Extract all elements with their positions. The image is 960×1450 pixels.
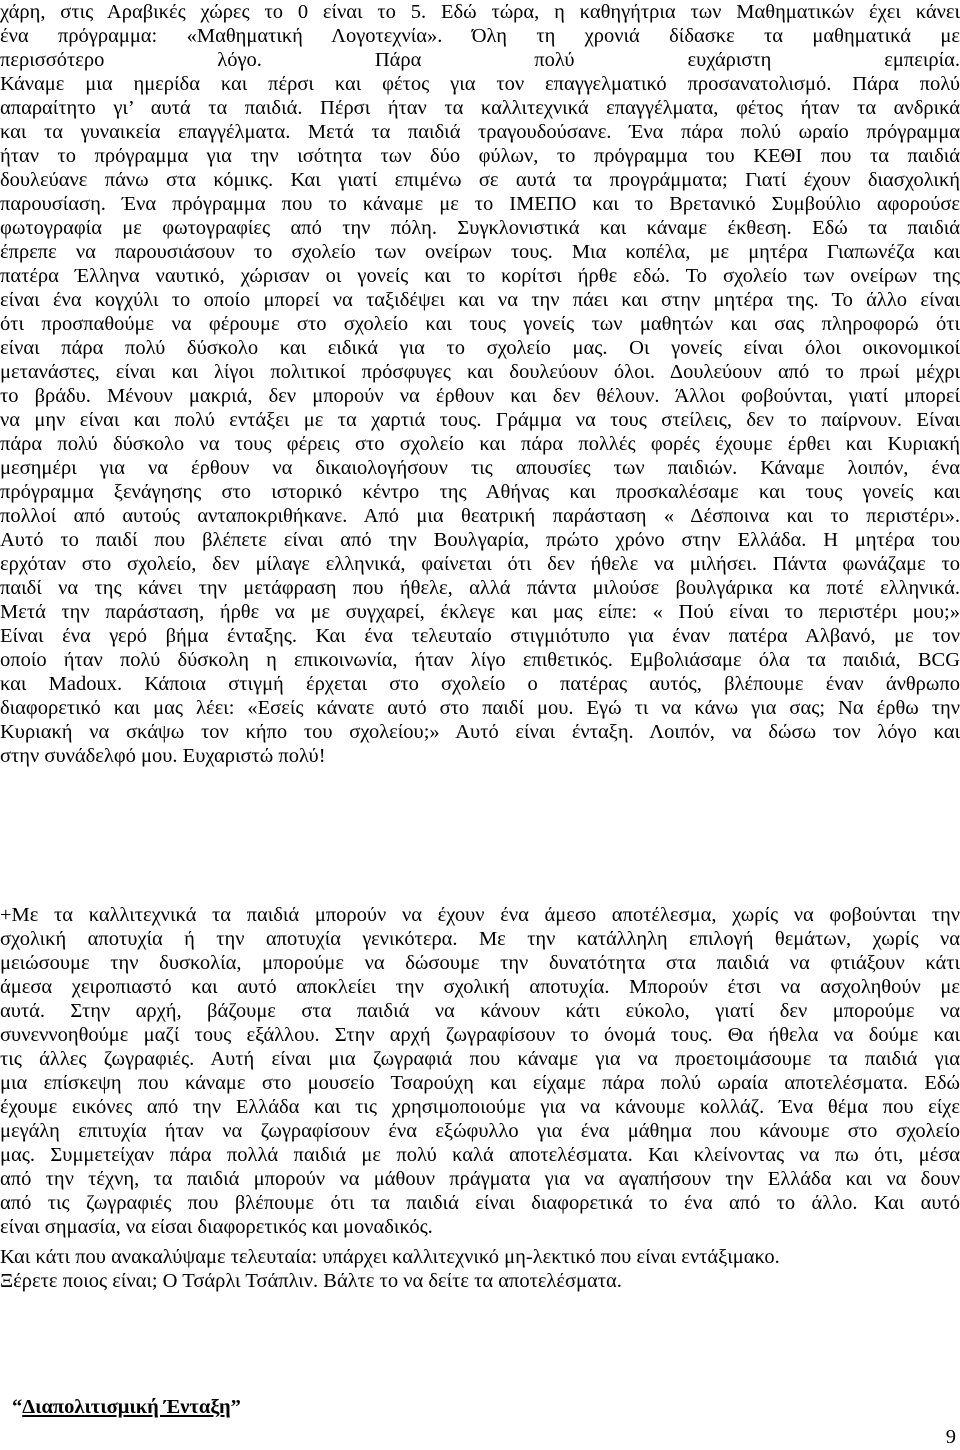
- heading-close-quote: ”: [230, 1396, 241, 1418]
- heading-open-quote: “: [12, 1396, 23, 1418]
- text-line: είναι πάρα πολύ δύσκολο και ειδικά για το σχολείο μας. Οι γονείς είναι όλοι οικονομικοί: [0, 337, 960, 359]
- text-line: πατέρα Έλληνα ναυτικό, χώρισαν οι γονείς και το κορίτσι ήρθε εδώ. Το σχολείο των ονείρων της: [0, 265, 960, 287]
- text-line: πάρα πολύ δύσκολο να τους φέρεις στο σχολείο και πάρα πολλές φορές έχουμε έρθει και Κυριακή: [0, 433, 960, 455]
- text-line: ερχόταν στο σχολείο, δεν μίλαγε ελληνικά, φαίνεται ότι δεν ήθελε να μιλήσει. Πάντα φωνάζαμε το: [0, 553, 960, 575]
- text-line: έπρεπε να παρουσιάσουν το σχολείο των ονείρων τους. Μια κοπέλα, με μητέρα Γιαπωνέζα και: [0, 241, 960, 263]
- text-line: παιδί να της κάνει την μετάφραση που ήθελε, αλλά πάντα μιλούσε βουλγάρικα κα ποτέ ελληνικά.: [0, 577, 960, 599]
- text-line: τις άλλες ζωγραφιές. Αυτή είναι μια ζωγραφιά που κάναμε για να προετοιμάσουμε τα παιδιά για: [0, 1048, 960, 1070]
- text-line: πολλοί από αυτούς ανταποκριθήκανε. Από μια θεατρική παράσταση « Δέσποινα και το περιστέρι».: [0, 505, 960, 527]
- text-line: χάρη, στις Αραβικές χώρες το 0 είναι το 5. Εδώ τώρα, η καθηγήτρια των Μαθηματικών έχει κάνει: [0, 1, 960, 23]
- text-line: από την τέχνη, τα παιδιά μπορούν να μάθουν πράγματα για να αγαπήσουν την Ελλάδα και να δουν: [0, 1168, 960, 1190]
- page-number: 9: [945, 1426, 956, 1448]
- text-line: οποίο ήταν πολύ δύσκολη η επικοινωνία, ήταν λίγο επιθετικός. Εμβολιάσαμε όλα τα παιδιά, BCG: [0, 649, 960, 671]
- text-line: από τις ζωγραφιές που βλέπουμε ότι τα παιδιά είναι διαφορετικά το ένα από το άλλο. Και αυτό: [0, 1192, 960, 1214]
- text-line: ότι προσπαθούμε να φέρουμε στο σχολείο και τους γονείς των μαθητών και σας πληροφορώ ότι: [0, 313, 960, 335]
- text-line: να μην είναι και πολύ εντάξει με τα χαρτιά τους. Γράμμα να τους στείλεις, δεν το παίρνουν. Είναι: [0, 409, 960, 431]
- text-line: παρουσίαση. Ένα πρόγραμμα που το κάναμε με το ΙΜΕΠΟ και το Βρετανικό Συμβούλιο αφορούσε: [0, 193, 960, 215]
- heading-text: Διαπολιτισμική Ένταξη: [22, 1396, 231, 1418]
- text-line: είναι ένα κογχύλι το οποίο μπορεί να ταξιδέψει και να την πάει και στην μητέρα της. Το άλλο είναι: [0, 289, 960, 311]
- text-line: φωτογραφία με φωτογραφίες από την πόλη. Συγκλονιστικά και κάναμε έκθεση. Εδώ τα παιδιά: [0, 217, 960, 239]
- text-line: ένα πρόγραμμα: «Μαθηματική Λογοτεχνία». Όλη τη χρονιά δίδασκε τα μαθηματικά με: [0, 25, 960, 47]
- text-line: Αυτό το παιδί που βλέπετε είναι από την Βουλγαρία, πρώτο χρόνο στην Ελλάδα. Η μητέρα του: [0, 529, 960, 551]
- text-line: Είναι ένα γερό βήμα ένταξης. Και ένα τελευταίο στιγμιότυπο για έναν πατέρα Αλβανό, με τον: [0, 625, 960, 647]
- text-line: άμεσα χειροπιαστό και αυτό αποκλείει την σχολική αποτυχία. Μπορούν έτσι να ασχοληθούν με: [0, 976, 960, 998]
- text-line: και Madoux. Κάποια στιγμή έρχεται στο σχολείο ο πατέρας αυτός, βλέπουμε έναν άνθρωπο: [0, 673, 960, 695]
- text-line: μια επίσκεψη που κάναμε στο μουσείο Τσαρούχη και είχαμε πάρα πολύ ωραία αποτελέσματα. Εδώ: [0, 1072, 960, 1094]
- text-line: πρόγραμμα ξενάγησης στο ιστορικό κέντρο της Αθήνας και προσκαλέσαμε και τους γονείς και: [0, 481, 960, 503]
- text-line: ήταν το πρόγραμμα για την ισότητα των δύο φύλων, το πρόγραμμα του ΚΕΘΙ που τα παιδιά: [0, 145, 960, 167]
- text-line: μεσημέρι για να έρθουν να δικαιολογήσουν τις απουσίες των παιδιών. Κάναμε λοιπόν, ένα: [0, 457, 960, 479]
- text-line: Και κάτι που ανακαλύψαμε τελευταία: υπάρχει καλλιτεχνικό μη-λεκτικό που είναι εντάξιμακο.: [0, 1246, 780, 1268]
- section-heading: [12, 1395, 241, 1419]
- text-line: απαραίτητο γι’ αυτά τα παιδιά. Πέρσι ήταν τα καλλιτεχνικά επαγγέλματα, φέτος ήταν τα ανδρικά: [0, 97, 960, 119]
- text-line: αυτά. Στην αρχή, βάζουμε στα παιδιά να κάνουν κάτι εύκολο, γιατί δεν μπορούμε να: [0, 1000, 960, 1022]
- text-line: Κάναμε μια ημερίδα και πέρσι και φέτος για τον επαγγελματικό προσανατολισμό. Πάρα πολύ: [0, 73, 960, 95]
- text-line: έχουμε εικόνες από την Ελλάδα και τις χρησιμοποιούμε για να κάνουμε κολλάζ. Ένα θέμα που είχε: [0, 1096, 960, 1118]
- text-line: Κυριακή να σκάψω τον κήπο του σχολείου;» Αυτό είναι ένταξη. Λοιπόν, να δώσω τον λόγο και: [0, 721, 960, 743]
- text-line: μετανάστες, είναι και λίγοι πολιτικοί πρόσφυγες και δουλεύουν όλοι. Δουλεύουν από το πρωί μέχρι: [0, 361, 960, 383]
- text-line: Ξέρετε ποιος είναι; Ο Τσάρλι Τσάπλιν. Βάλτε το να δείτε τα αποτελέσματα.: [0, 1270, 622, 1292]
- text-line: δουλεύανε πάνω στα κόμικς. Και γιατί επιμένω σε αυτά τα προγράμματα; Γιατί έχουν διασχολική: [0, 169, 960, 191]
- text-line: είναι σημασία, να είσαι διαφορετικός και μοναδικός.: [0, 1216, 433, 1238]
- text-line: και τα γυναικεία επαγγέλματα. Μετά τα παιδιά τραγουδούσανε. Ένα πάρα πολύ ωραίο πρόγραμμα: [0, 121, 960, 143]
- text-line: διαφορετικό και μας λέει: «Εσείς κάνατε αυτό στο παιδί μου. Εγώ τι να κάνω για σας; Να έρθω την: [0, 697, 960, 719]
- text-line: συνεννοηθούμε μαζί τους εξάλλου. Στην αρχή ζωγραφίσουν το όνομά τους. Θα ήθελα να δούμε και: [0, 1024, 960, 1046]
- text-line: +Με τα καλλιτεχνικά τα παιδιά μπορούν να έχουν ένα άμεσο αποτέλεσμα, χωρίς να φοβούνται την: [0, 904, 960, 926]
- text-line: το βράδυ. Μένουν μακριά, δεν μπορούν να έρθουν και δεν θέλουν. Άλλοι φοβούνται, γιατί μπορεί: [0, 385, 960, 407]
- text-line: σχολική αποτυχία ή την αποτυχία γενικότερα. Με την κατάλληλη επιλογή θεμάτων, χωρίς να: [0, 928, 960, 950]
- text-line: περισσότερο λόγο. Πάρα πολύ ευχάριστη εμπειρία.: [0, 49, 960, 71]
- text-line: Μετά την παράσταση, ήρθε να με συγχαρεί, έκλεγε και μας είπε: « Πού είναι το περιστέρι μου;»: [0, 601, 960, 623]
- text-line: στην συνάδελφό μου. Ευχαριστώ πολύ!: [0, 745, 326, 767]
- text-line: μεγάλη επιτυχία ήταν να ζωγραφίσουν ένα εξώφυλλο για ένα μάθημα που κάνουμε στο σχολείο: [0, 1120, 960, 1142]
- text-line: μειώσουμε την δυσκολία, μπορούμε να δώσουμε την δυνατότητα στα παιδιά να φτιάξουν κάτι: [0, 952, 960, 974]
- text-line: μας. Συμμετείχαν πάρα πολλά παιδιά με πολύ καλά αποτελέσματα. Και κλείνοντας να πω ότι, μέσα: [0, 1144, 960, 1166]
